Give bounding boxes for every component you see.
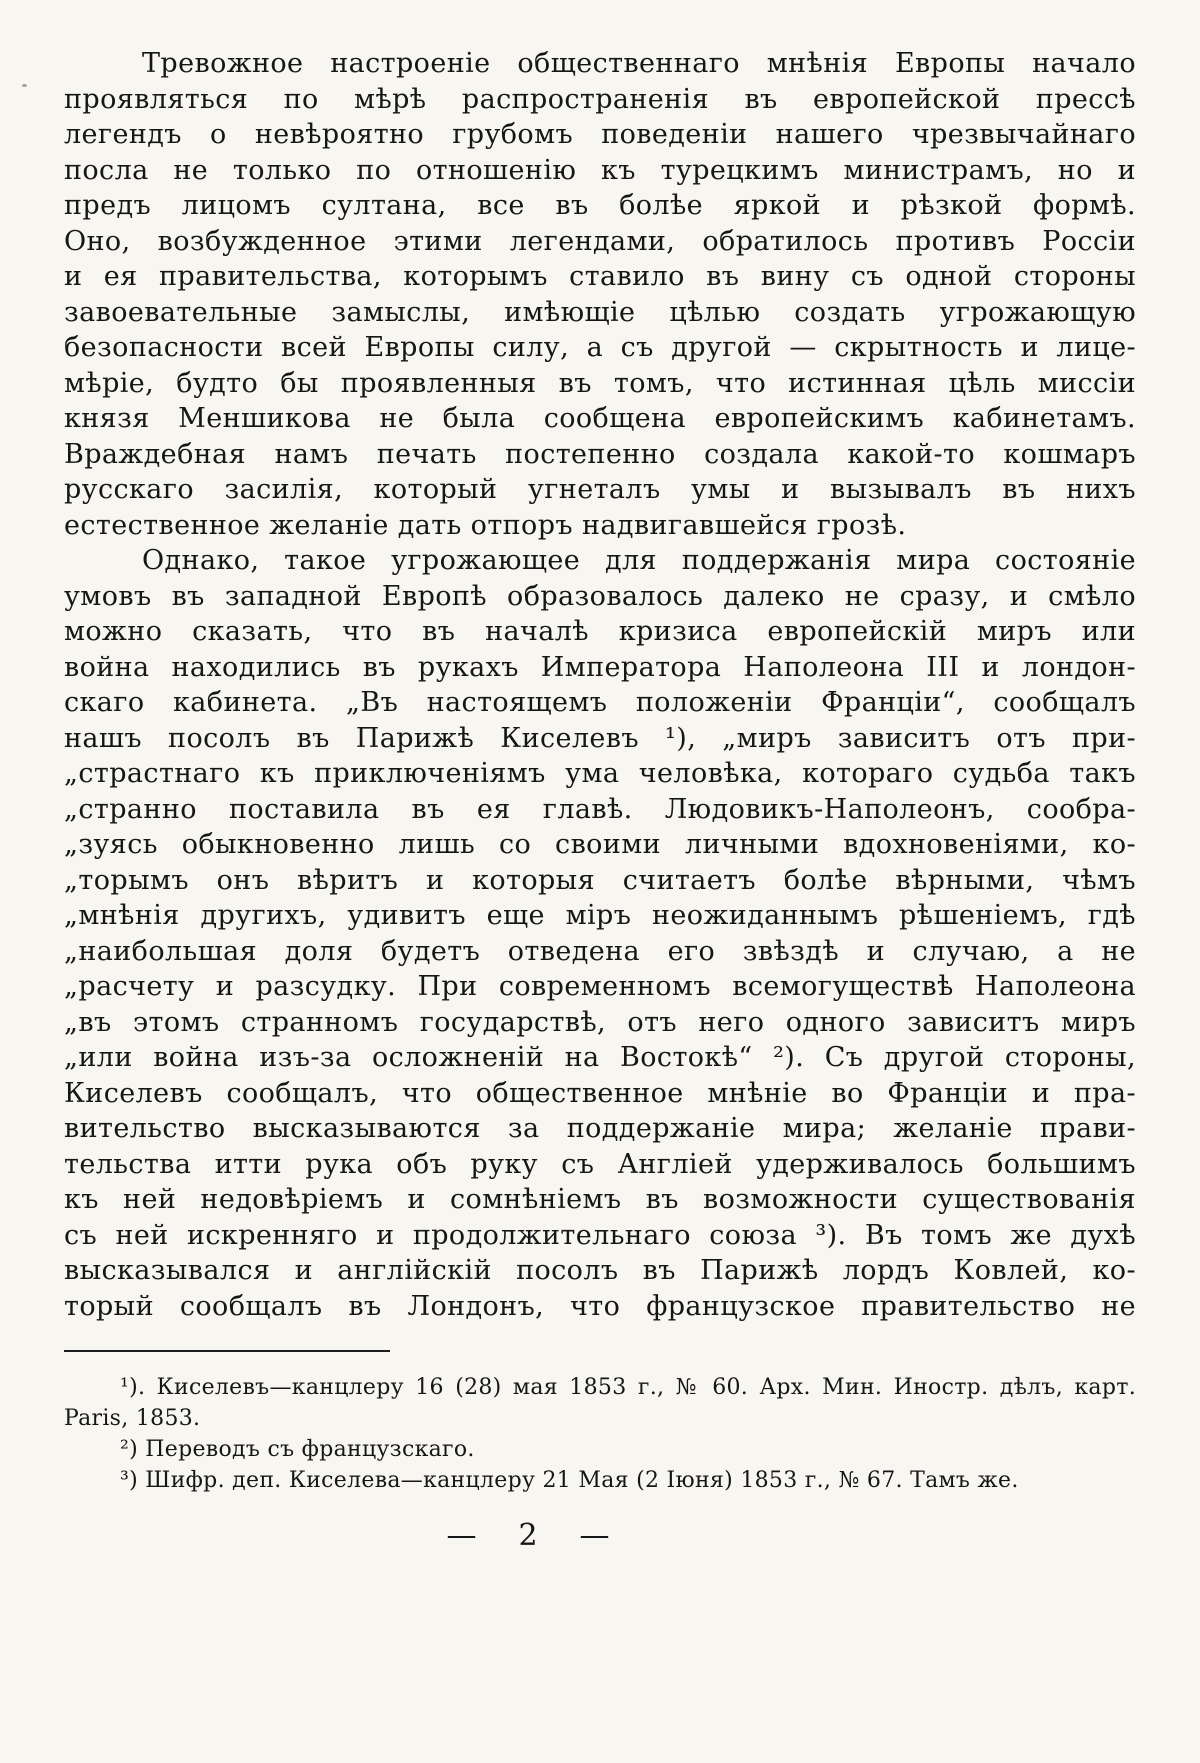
text-line: „въ этомъ странномъ государствѣ, отъ него одного зависитъ миръ	[64, 1006, 1136, 1038]
footnote-separator	[64, 1350, 390, 1352]
scan-speck	[22, 84, 27, 87]
text-line: умовъ въ западной Европѣ образовалось далеко не сразу, и смѣло	[64, 580, 1136, 612]
text-line: „зуясь обыкновенно лишь со своими личными вдохновеніями, ко-	[64, 829, 1136, 860]
paragraph	[64, 1465, 1136, 1496]
footnote-line: ¹). Киселевъ—канцлеру 16 (28) мая 1853 г., № 60. Арх. Мин. Иностр. дѣлъ, карт.	[120, 1375, 1136, 1400]
text-line: высказывался и англійскій посолъ въ Парижѣ лордъ Ковлей, ко-	[64, 1255, 1136, 1286]
text-line: „наибольшая доля будетъ отведена его звѣздѣ и случаю, а не	[64, 935, 1136, 967]
text-line: предъ лицомъ султана, все въ болѣе яркой и рѣзкой формѣ.	[64, 190, 1136, 221]
text-line: естественное желаніе дать отпоръ надвигавшейся грозѣ.	[64, 509, 907, 541]
paragraph	[64, 1434, 1136, 1465]
paragraph	[64, 543, 1136, 1324]
text-line: легендъ о невѣроятно грубомъ поведеніи нашего чрезвычайнаго	[64, 119, 1136, 150]
footnote-line: ³) Шифр. деп. Киселева—канцлеру 21 Мая (2 Іюня) 1853 г., № 67. Тамъ же.	[120, 1468, 1019, 1493]
text-line: Оно, возбужденное этими легендами, обратилось противъ Россіи	[64, 225, 1136, 257]
page-number-dash-right: —	[579, 1518, 610, 1553]
text-line: Тревожное настроеніе общественнаго мнѣнія Европы начало	[142, 48, 1136, 79]
text-line: „торымъ онъ вѣритъ и которыя считаетъ болѣе вѣрными, чѣмъ	[64, 864, 1136, 896]
page-number-row	[0, 1518, 1064, 1553]
text-line: съ ней искренняго и продолжительнаго союза ³). Въ томъ же духѣ	[64, 1219, 1136, 1251]
text-line: тельства итти рука объ руку съ Англіей удерживалось большимъ	[64, 1148, 1136, 1180]
text-line: „страстнаго къ приключеніямъ ума человѣка, котораго судьба такъ	[64, 758, 1136, 789]
text-line: проявляться по мѣрѣ распространенія въ европейской прессѣ	[64, 83, 1136, 115]
text-line: Киселевъ сообщалъ, что общественное мнѣніе во Франціи и пра-	[64, 1077, 1136, 1109]
text-line: Однако, такое угрожающее для поддержанія мира состояніе	[142, 545, 1136, 576]
text-line: и ея правительства, которымъ ставило въ вину съ одной стороны	[64, 261, 1136, 292]
paragraph	[64, 46, 1136, 543]
text-line: „странно поставила въ ея главѣ. Людовикъ-Наполеонъ, сообра-	[64, 793, 1136, 825]
page-number: 2	[518, 1518, 538, 1553]
footnote-line: Paris, 1853.	[64, 1406, 201, 1431]
text-line: „расчету и разсудку. При современномъ всемогуществѣ Наполеона	[64, 971, 1136, 1002]
text-line: „мнѣнія другихъ, удивитъ еще міръ неожиданнымъ рѣшеніемъ, гдѣ	[64, 900, 1136, 931]
text-line: завоевательные замыслы, имѣющіе цѣлью создать угрожающую	[64, 296, 1136, 328]
page-number-dash-left: —	[446, 1518, 477, 1553]
paragraph	[64, 1372, 1136, 1434]
body-text	[64, 46, 1136, 1324]
text-line: князя Меншикова не была сообщена европейскимъ кабинетамъ.	[64, 403, 1136, 434]
text-line: можно сказать, что въ началѣ кризиса европейскій миръ или	[64, 616, 1136, 647]
text-line: безопасности всей Европы силу, а съ другой — скрытность и лице-	[64, 332, 1136, 363]
text-line: Враждебная намъ печать постепенно создала какой-то кошмаръ	[64, 438, 1136, 470]
text-line: торый сообщалъ въ Лондонъ, что французское правительство не	[64, 1290, 1136, 1322]
footnotes	[64, 1372, 1136, 1496]
text-line: „или война изъ-за осложненій на Востокѣ“ ²). Съ другой стороны,	[64, 1042, 1136, 1073]
text-line: вительство высказываются за поддержаніе мира; желаніе прави-	[64, 1113, 1136, 1144]
text-line: скаго кабинета. „Въ настоящемъ положеніи Франціи“, сообщалъ	[64, 687, 1136, 718]
footnote-line: ²) Переводъ съ французскаго.	[120, 1437, 475, 1462]
text-line: русскаго засилія, который угнеталъ умы и вызывалъ въ нихъ	[64, 474, 1136, 505]
text-line: война находились въ рукахъ Императора Наполеона III и лондон-	[64, 651, 1136, 683]
text-line: мѣріе, будто бы проявленныя въ томъ, что истинная цѣль миссіи	[64, 367, 1136, 399]
text-line: къ ней недовѣріемъ и сомнѣніемъ въ возможности существованія	[64, 1184, 1136, 1215]
text-line: нашъ посолъ въ Парижѣ Киселевъ ¹), „миръ зависитъ отъ при-	[64, 722, 1136, 754]
text-line: посла не только по отношенію къ турецкимъ министрамъ, но и	[64, 154, 1136, 186]
